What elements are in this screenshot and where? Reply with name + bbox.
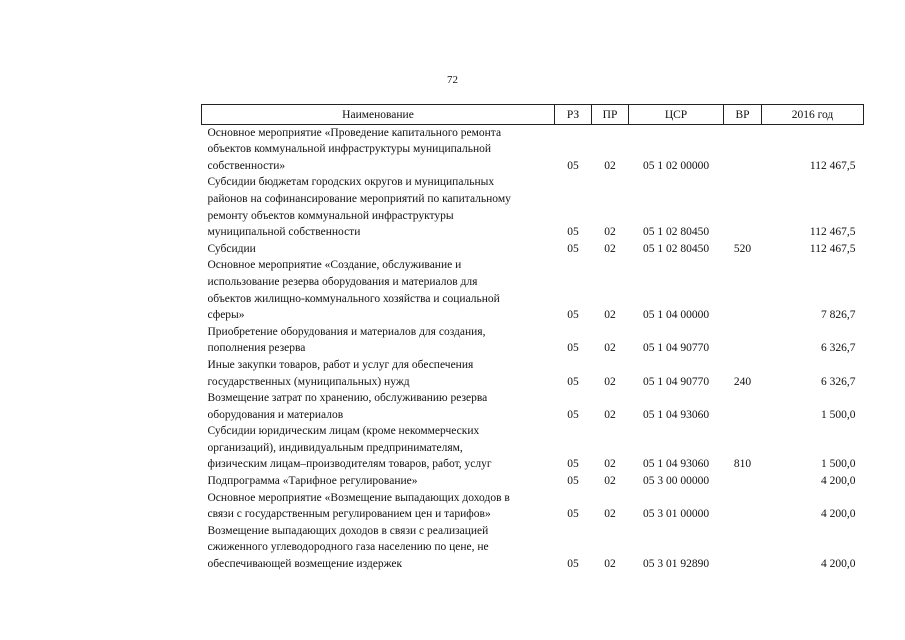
row-name-line: оборудования и материалов <box>207 408 344 421</box>
header-csr: ЦСР <box>629 105 724 125</box>
row-csr: 05 1 04 90770 <box>642 375 710 388</box>
table-header <box>202 105 864 125</box>
row-pr: 02 <box>604 159 616 172</box>
row-pr: 02 <box>604 226 616 239</box>
row-name-line: использование резерва оборудования и материалов для <box>207 275 478 288</box>
row-amount: 6 326,7 <box>821 375 856 388</box>
row-csr: 05 1 04 93060 <box>642 408 710 421</box>
row-pr: 02 <box>604 342 616 355</box>
row-rz: 05 <box>567 458 579 471</box>
table-row <box>202 473 864 490</box>
header-pr: ПР <box>592 105 629 125</box>
row-amount: 112 467,5 <box>809 159 856 172</box>
row-name <box>202 241 555 258</box>
table-body <box>202 124 864 573</box>
row-rz: 05 <box>567 508 579 521</box>
row-name <box>202 473 555 490</box>
row-name-line: пополнения резерва <box>207 342 306 355</box>
row-name-line: государственных (муниципальных) нужд <box>207 375 410 388</box>
table-row <box>202 324 864 357</box>
row-name <box>202 257 555 323</box>
row-amount: 112 467,5 <box>809 242 856 255</box>
row-csr: 05 1 04 93060 <box>642 458 710 471</box>
row-name <box>202 423 555 473</box>
row-name-line: объектов жилищно-коммунального хозяйства и социальной <box>207 292 500 305</box>
row-name-line: районов на софинансирование мероприятий по капитальному <box>207 192 511 205</box>
row-vr <box>724 473 762 490</box>
row-amount: 6 326,7 <box>821 342 856 355</box>
header-name: Наименование <box>202 105 555 125</box>
row-name <box>202 390 555 423</box>
row-csr: 05 1 02 80450 <box>642 226 710 239</box>
table-row <box>202 257 864 323</box>
row-name-line: организаций), индивидуальным предпринимателям, <box>207 441 463 454</box>
row-name-line: Субсидии <box>207 242 256 255</box>
row-name-line: обеспечивающей возмещение издержек <box>207 558 403 571</box>
row-vr <box>724 174 762 240</box>
row-name-line: физическим лицам–производителям товаров, работ, услуг <box>207 458 492 471</box>
row-pr: 02 <box>604 309 616 322</box>
row-csr: 05 1 04 90770 <box>642 342 710 355</box>
row-pr: 02 <box>604 508 616 521</box>
row-amount: 1 500,0 <box>821 458 856 471</box>
row-name <box>202 324 555 357</box>
row-csr: 05 1 02 80450 <box>642 242 710 255</box>
row-name-line: Основное мероприятие «Создание, обслуживание и <box>207 259 462 272</box>
row-rz: 05 <box>567 242 579 255</box>
row-csr: 05 3 01 00000 <box>642 508 710 521</box>
row-pr: 02 <box>604 458 616 471</box>
row-name-line: Иные закупки товаров, работ и услуг для обеспечения <box>207 358 474 371</box>
row-name-line: ремонту объектов коммунальной инфраструктуры <box>207 209 454 222</box>
page-number: 72 <box>447 74 458 86</box>
row-rz: 05 <box>567 375 579 388</box>
row-name-line: Основное мероприятие «Возмещение выпадающих доходов в <box>207 491 510 504</box>
budget-table <box>201 104 864 573</box>
row-name-line: Подпрограмма «Тарифное регулирование» <box>207 475 418 488</box>
row-vr: 240 <box>733 375 752 388</box>
row-name <box>202 357 555 390</box>
row-name-line: Основное мероприятие «Проведение капитального ремонта <box>207 126 502 139</box>
row-vr <box>724 124 762 174</box>
header-year: 2016 год <box>762 105 864 125</box>
row-rz: 05 <box>567 226 579 239</box>
row-pr: 02 <box>604 375 616 388</box>
row-pr: 02 <box>604 475 616 488</box>
row-csr: 05 1 02 00000 <box>642 159 710 172</box>
table-row <box>202 357 864 390</box>
row-name-line: Возмещение выпадающих доходов в связи с реализацией <box>207 524 489 537</box>
row-vr <box>724 523 762 573</box>
table-row <box>202 490 864 523</box>
row-amount: 4 200,0 <box>821 475 856 488</box>
table-row <box>202 423 864 473</box>
row-rz: 05 <box>567 558 579 571</box>
row-amount: 7 826,7 <box>821 309 856 322</box>
table-row <box>202 523 864 573</box>
row-csr: 05 3 00 00000 <box>642 475 710 488</box>
row-amount: 4 200,0 <box>821 558 856 571</box>
row-name-line: Возмещение затрат по хранению, обслуживанию резерва <box>207 392 488 405</box>
row-pr: 02 <box>604 242 616 255</box>
row-csr: 05 3 01 92890 <box>642 558 710 571</box>
table-row <box>202 390 864 423</box>
header-vr: ВР <box>724 105 762 125</box>
row-name-line: объектов коммунальной инфраструктуры муниципальной <box>207 143 492 156</box>
row-name-line: Субсидии бюджетам городских округов и муниципальных <box>207 176 495 189</box>
row-rz: 05 <box>567 159 579 172</box>
row-amount: 112 467,5 <box>809 226 856 239</box>
row-name <box>202 523 555 573</box>
row-name <box>202 490 555 523</box>
row-name-line: Субсидии юридическим лицам (кроме некоммерческих <box>207 425 480 438</box>
row-rz: 05 <box>567 408 579 421</box>
row-vr <box>724 490 762 523</box>
table-row <box>202 124 864 174</box>
row-name-line: муниципальной собственности <box>207 226 361 239</box>
row-vr <box>724 257 762 323</box>
row-pr: 02 <box>604 558 616 571</box>
row-name <box>202 124 555 174</box>
row-name-line: сжиженного углеводородного газа населению по цене, не <box>207 541 489 554</box>
row-name-line: собственности» <box>207 159 286 172</box>
row-vr: 520 <box>733 242 752 255</box>
row-vr <box>724 324 762 357</box>
row-amount: 4 200,0 <box>821 508 856 521</box>
row-csr: 05 1 04 00000 <box>642 309 710 322</box>
row-pr: 02 <box>604 408 616 421</box>
row-amount: 1 500,0 <box>821 408 856 421</box>
row-name-line: Приобретение оборудования и материалов для создания, <box>207 325 486 338</box>
row-name <box>202 174 555 240</box>
row-vr <box>724 390 762 423</box>
row-rz: 05 <box>567 309 579 322</box>
row-name-line: сферы» <box>207 309 245 322</box>
table-row <box>202 174 864 240</box>
row-rz: 05 <box>567 475 579 488</box>
table-row <box>202 241 864 258</box>
row-name-line: связи с государственным регулированием цен и тарифов» <box>207 508 491 521</box>
row-vr: 810 <box>733 458 752 471</box>
row-rz: 05 <box>567 342 579 355</box>
header-rz: РЗ <box>555 105 592 125</box>
